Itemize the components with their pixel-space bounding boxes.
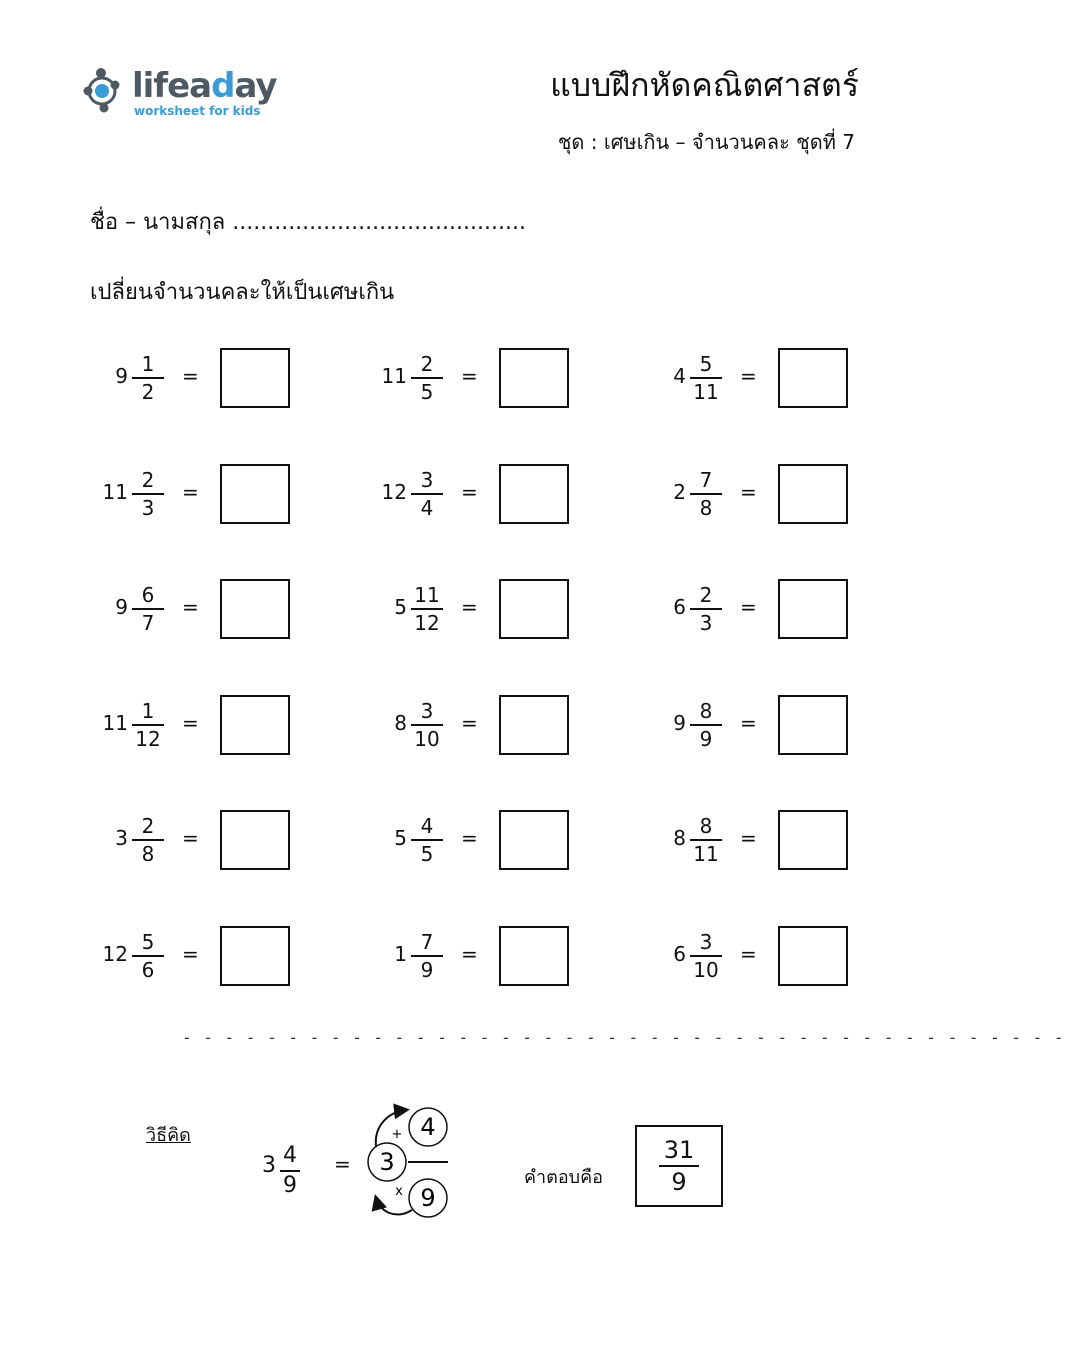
fraction-numerator: 1 bbox=[132, 352, 164, 379]
instruction-text: เปลี่ยนจำนวนคละให้เป็นเศษเกิน bbox=[90, 280, 395, 305]
fraction-denominator: 10 bbox=[414, 727, 440, 751]
mixed-fraction bbox=[411, 468, 443, 520]
fraction-numerator: 1 bbox=[132, 699, 164, 726]
problem-item bbox=[339, 348, 579, 408]
equals-sign: = bbox=[182, 595, 199, 619]
mixed-whole: 2 bbox=[673, 480, 686, 504]
equals-sign: = bbox=[461, 711, 478, 735]
problem-item bbox=[618, 810, 858, 870]
example-equals: = bbox=[334, 1152, 351, 1176]
equals-sign: = bbox=[461, 480, 478, 504]
answer-input-box[interactable] bbox=[499, 810, 569, 870]
equals-sign: = bbox=[740, 942, 757, 966]
fraction-denominator: 11 bbox=[693, 842, 719, 866]
fraction-denominator: 11 bbox=[693, 380, 719, 404]
mixed-fraction bbox=[411, 583, 443, 635]
problem-item bbox=[618, 926, 858, 986]
answer-input-box[interactable] bbox=[499, 579, 569, 639]
mixed-whole: 9 bbox=[115, 595, 128, 619]
answer-denominator: 9 bbox=[671, 1168, 687, 1196]
mixed-whole: 5 bbox=[394, 595, 407, 619]
fraction-numerator: 2 bbox=[132, 814, 164, 841]
mixed-fraction bbox=[132, 930, 164, 982]
equals-sign: = bbox=[461, 364, 478, 388]
mixed-fraction bbox=[690, 352, 722, 404]
mixed-fraction bbox=[132, 583, 164, 635]
fraction-numerator: 3 bbox=[411, 699, 443, 726]
fraction-numerator: 2 bbox=[690, 583, 722, 610]
answer-input-box[interactable] bbox=[778, 810, 848, 870]
example-whole: 3 bbox=[262, 1153, 276, 1178]
fraction-denominator: 9 bbox=[420, 958, 434, 982]
answer-input-box[interactable] bbox=[778, 695, 848, 755]
fraction-denominator: 4 bbox=[420, 496, 434, 520]
molecule-logo-icon bbox=[82, 64, 132, 120]
fraction-denominator: 8 bbox=[141, 842, 155, 866]
answer-input-box[interactable] bbox=[220, 348, 290, 408]
fraction-denominator: 6 bbox=[141, 958, 155, 982]
mixed-fraction bbox=[690, 468, 722, 520]
answer-input-box[interactable] bbox=[499, 695, 569, 755]
fraction-numerator: 11 bbox=[411, 583, 443, 610]
fraction-denominator: 10 bbox=[693, 958, 719, 982]
answer-input-box[interactable] bbox=[499, 464, 569, 524]
mixed-whole: 5 bbox=[394, 826, 407, 850]
fraction-denominator: 3 bbox=[699, 611, 713, 635]
fraction-numerator: 7 bbox=[690, 468, 722, 495]
fraction-numerator: 5 bbox=[690, 352, 722, 379]
problem-item bbox=[339, 579, 579, 639]
answer-input-box[interactable] bbox=[220, 695, 290, 755]
problem-item bbox=[339, 810, 579, 870]
problem-item bbox=[60, 695, 300, 755]
problem-item bbox=[60, 464, 300, 524]
mixed-fraction bbox=[411, 352, 443, 404]
fraction-numerator: 8 bbox=[690, 814, 722, 841]
diagram-whole: 3 bbox=[379, 1148, 395, 1176]
answer-input-box[interactable] bbox=[499, 926, 569, 986]
equals-sign: = bbox=[182, 480, 199, 504]
equals-sign: = bbox=[182, 942, 199, 966]
fraction-denominator: 9 bbox=[699, 727, 713, 751]
fraction-numerator: 7 bbox=[411, 930, 443, 957]
name-field-line: ชื่อ – นามสกุล .......................................... bbox=[90, 210, 526, 235]
diagram-times: x bbox=[395, 1184, 403, 1199]
answer-input-box[interactable] bbox=[778, 348, 848, 408]
answer-box bbox=[635, 1125, 723, 1207]
equals-sign: = bbox=[740, 480, 757, 504]
answer-numerator: 31 bbox=[659, 1135, 699, 1167]
fraction-denominator: 7 bbox=[141, 611, 155, 635]
problem-item bbox=[60, 348, 300, 408]
example-numerator: 4 bbox=[280, 1142, 300, 1172]
fraction-numerator: 3 bbox=[411, 468, 443, 495]
fraction-numerator: 3 bbox=[690, 930, 722, 957]
mixed-fraction bbox=[132, 468, 164, 520]
mixed-fraction bbox=[411, 930, 443, 982]
problem-item bbox=[618, 695, 858, 755]
problem-item bbox=[339, 695, 579, 755]
answer-input-box[interactable] bbox=[778, 579, 848, 639]
answer-input-box[interactable] bbox=[778, 926, 848, 986]
mixed-whole: 6 bbox=[673, 595, 686, 619]
diagram-numerator: 4 bbox=[420, 1113, 436, 1141]
logo-tagline: worksheet for kids bbox=[134, 104, 261, 118]
mixed-whole: 12 bbox=[102, 942, 128, 966]
fraction-numerator: 5 bbox=[132, 930, 164, 957]
example-label: วิธีคิด bbox=[146, 1125, 191, 1146]
diagram-plus: + bbox=[391, 1127, 403, 1142]
mixed-whole: 8 bbox=[394, 711, 407, 735]
mixed-whole: 11 bbox=[102, 480, 128, 504]
fraction-denominator: 12 bbox=[135, 727, 161, 751]
equals-sign: = bbox=[740, 711, 757, 735]
answer-input-box[interactable] bbox=[499, 348, 569, 408]
worksheet-subtitle: ชุด : เศษเกิน – จำนวนคละ ชุดที่ 7 bbox=[557, 130, 855, 154]
mixed-fraction bbox=[690, 814, 722, 866]
answer-input-box[interactable] bbox=[778, 464, 848, 524]
equals-sign: = bbox=[461, 826, 478, 850]
conversion-diagram bbox=[360, 1098, 460, 1224]
answer-fraction bbox=[659, 1135, 699, 1197]
answer-input-box[interactable] bbox=[220, 579, 290, 639]
answer-input-box[interactable] bbox=[220, 926, 290, 986]
equals-sign: = bbox=[740, 364, 757, 388]
mixed-fraction bbox=[690, 930, 722, 982]
fraction-denominator: 2 bbox=[141, 380, 155, 404]
diagram-denominator: 9 bbox=[420, 1184, 436, 1212]
mixed-fraction bbox=[132, 814, 164, 866]
fraction-numerator: 8 bbox=[690, 699, 722, 726]
mixed-whole: 4 bbox=[673, 364, 686, 388]
lifeaday-logo bbox=[82, 64, 282, 120]
fraction-numerator: 6 bbox=[132, 583, 164, 610]
problem-item bbox=[339, 464, 579, 524]
separator-line: - - - - - - - - - - - - - - - - - - - - - - - - - - - - - - - - - - - - - - - - - - bbox=[182, 1028, 1065, 1047]
mixed-fraction bbox=[132, 699, 164, 751]
mixed-whole: 8 bbox=[673, 826, 686, 850]
fraction-numerator: 4 bbox=[411, 814, 443, 841]
equals-sign: = bbox=[461, 595, 478, 619]
equals-sign: = bbox=[740, 595, 757, 619]
mixed-whole: 1 bbox=[394, 942, 407, 966]
equals-sign: = bbox=[740, 826, 757, 850]
fraction-denominator: 12 bbox=[414, 611, 440, 635]
mixed-fraction bbox=[690, 583, 722, 635]
example-fraction bbox=[280, 1142, 300, 1200]
mixed-fraction bbox=[132, 352, 164, 404]
logo-wordmark: lifeaday bbox=[132, 66, 277, 106]
mixed-fraction bbox=[411, 699, 443, 751]
mixed-whole: 3 bbox=[115, 826, 128, 850]
problem-item bbox=[618, 348, 858, 408]
answer-label: คำตอบคือ bbox=[524, 1167, 603, 1188]
problem-item bbox=[60, 926, 300, 986]
fraction-numerator: 2 bbox=[132, 468, 164, 495]
mixed-whole: 11 bbox=[102, 711, 128, 735]
arrow-down-icon bbox=[376, 1198, 412, 1214]
mixed-whole: 6 bbox=[673, 942, 686, 966]
fraction-numerator: 2 bbox=[411, 352, 443, 379]
answer-input-box[interactable] bbox=[220, 810, 290, 870]
fraction-denominator: 3 bbox=[141, 496, 155, 520]
fraction-denominator: 8 bbox=[699, 496, 713, 520]
mixed-whole: 11 bbox=[381, 364, 407, 388]
mixed-whole: 12 bbox=[381, 480, 407, 504]
problem-item bbox=[60, 810, 300, 870]
equals-sign: = bbox=[182, 364, 199, 388]
worksheet-title: แบบฝึกหัดคณิตศาสตร์ bbox=[550, 66, 859, 104]
mixed-fraction bbox=[411, 814, 443, 866]
mixed-whole: 9 bbox=[115, 364, 128, 388]
problem-item bbox=[618, 464, 858, 524]
equals-sign: = bbox=[182, 711, 199, 735]
fraction-denominator: 5 bbox=[420, 842, 434, 866]
equals-sign: = bbox=[461, 942, 478, 966]
answer-input-box[interactable] bbox=[220, 464, 290, 524]
example-denominator: 9 bbox=[283, 1173, 297, 1198]
problem-item bbox=[618, 579, 858, 639]
mixed-whole: 9 bbox=[673, 711, 686, 735]
equals-sign: = bbox=[182, 826, 199, 850]
mixed-fraction bbox=[690, 699, 722, 751]
problem-item bbox=[60, 579, 300, 639]
problem-item bbox=[339, 926, 579, 986]
fraction-denominator: 5 bbox=[420, 380, 434, 404]
